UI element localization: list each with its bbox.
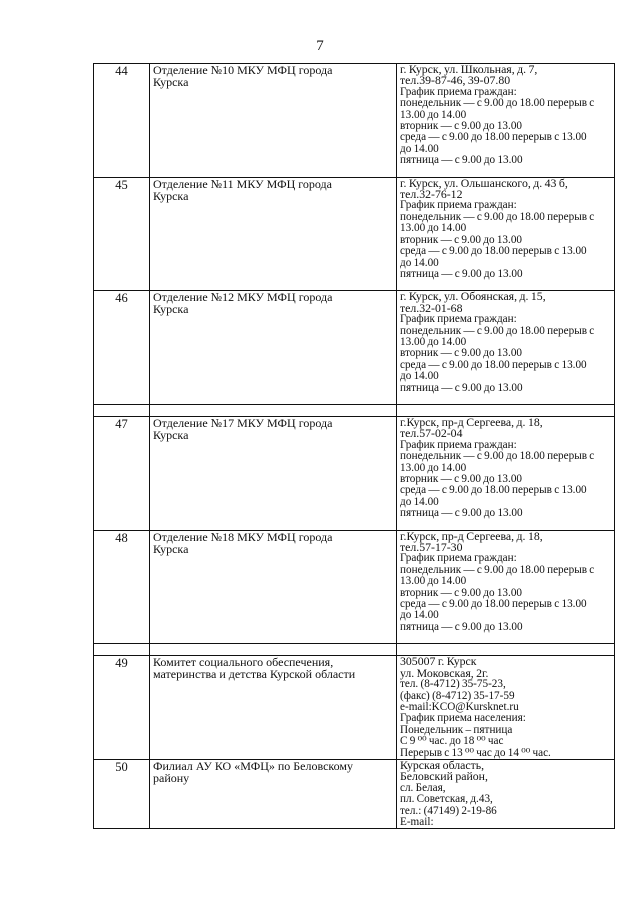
contact-info xyxy=(397,416,615,530)
contact-info-line: г. Курск, ул. Школьная, д. 7, xyxy=(400,62,538,76)
organization-name xyxy=(150,759,397,828)
organization-name-line: Отделение №10 МКУ МФЦ города xyxy=(153,63,333,77)
offices-table xyxy=(93,63,615,829)
contact-info-line: График приема граждан: xyxy=(400,438,517,451)
organization-name-line: Курска xyxy=(153,302,189,317)
contact-info-line: пятница — с 9.00 до 13.00 xyxy=(400,381,523,394)
contact-info xyxy=(397,530,615,644)
spacer-cell xyxy=(150,404,397,416)
contact-info-line: пятница — с 9.00 до 13.00 xyxy=(400,154,523,167)
organization-name-line: Отделение №17 МКУ МФЦ города xyxy=(153,415,333,430)
contact-info-line: среда — с 9.00 до 18.00 перерыв с 13.00 xyxy=(400,245,587,258)
organization-name-line: Курска xyxy=(153,541,189,556)
organization-name-line: Курска xyxy=(153,427,189,442)
organization-name-line: району xyxy=(153,770,190,785)
spacer-row xyxy=(94,644,615,656)
organization-name xyxy=(150,291,397,405)
contact-info-line: вторник — с 9.00 до 13.00 xyxy=(400,586,523,599)
contact-info-line: пятница — с 9.00 до 13.00 xyxy=(400,620,523,633)
organization-name-line: Отделение №18 МКУ МФЦ города xyxy=(153,529,333,544)
contact-info-line: 305007 г. Курск xyxy=(400,654,477,669)
contact-info-line: сл. Белая, xyxy=(400,781,446,794)
organization-name xyxy=(150,177,397,291)
contact-info-line: 13.00 до 14.00 xyxy=(400,461,467,474)
contact-info-line: тел.32-01-68 xyxy=(400,300,463,315)
contact-info-line: понедельник — с 9.00 до 18.00 перерыв с xyxy=(400,450,595,463)
contact-info-line: (факс) (8-4712) 35-17-59 xyxy=(400,689,515,702)
contact-info-line: ул. Моковская, 2г. xyxy=(400,665,489,680)
contact-info-line: г. Курск, ул. Ольшанского, д. 43 б, xyxy=(400,175,568,190)
contact-info-line: Понедельник – пятница xyxy=(400,723,513,736)
organization-name-line: Отделение №11 МКУ МФЦ города xyxy=(153,176,332,191)
contact-info-line: 13.00 до 14.00 xyxy=(400,222,467,235)
contact-info-line: Беловский район, xyxy=(400,769,488,784)
contact-info-line: График приема граждан: xyxy=(400,199,517,212)
page-number: 7 xyxy=(316,38,324,54)
contact-info-line: вторник — с 9.00 до 13.00 xyxy=(400,120,523,133)
spacer-cell xyxy=(150,644,397,656)
organization-name-line: Отделение №12 МКУ МФЦ города xyxy=(153,290,333,305)
organization-name-line: Курска xyxy=(153,75,189,89)
row-number: 45 xyxy=(94,177,150,291)
table-body xyxy=(94,64,615,829)
contact-info-line: тел.57-17-30 xyxy=(400,540,463,555)
contact-info-line: до 14.00 xyxy=(400,609,439,622)
row-number: 48 xyxy=(94,530,150,644)
contact-info xyxy=(397,64,615,178)
row-number: 49 xyxy=(94,656,150,760)
contact-info-line: тел.39-87-46, 39-07.80 xyxy=(400,73,511,88)
organization-name xyxy=(150,416,397,530)
organization-name xyxy=(150,656,397,760)
contact-info-line: Курская область, xyxy=(400,757,485,772)
organization-name xyxy=(150,530,397,644)
table-row xyxy=(94,416,615,530)
contact-info-line: e-mail:KCO@Kursknet.ru xyxy=(400,700,519,713)
contact-info xyxy=(397,656,615,760)
contact-info xyxy=(397,759,615,828)
table-row xyxy=(94,64,615,178)
contact-info-line: График приема населения: xyxy=(400,712,526,725)
contact-info-line: понедельник — с 9.00 до 18.00 перерыв с xyxy=(400,324,595,337)
table-row xyxy=(94,759,615,828)
contact-info-line: понедельник — с 9.00 до 18.00 перерыв с xyxy=(400,210,595,223)
row-number: 46 xyxy=(94,291,150,405)
contact-info-line: График приема граждан: xyxy=(400,313,517,326)
contact-info-line: С 9 ⁰⁰ час. до 18 ⁰⁰ час xyxy=(400,735,504,748)
contact-info-line: тел. (8-4712) 35-75-23, xyxy=(400,678,506,691)
contact-info xyxy=(397,177,615,291)
contact-info-line: E-mail: xyxy=(400,815,434,828)
contact-info-line: среда — с 9.00 до 18.00 перерыв с 13.00 xyxy=(400,598,587,611)
contact-info-line: до 14.00 xyxy=(400,256,439,269)
organization-name xyxy=(150,64,397,178)
contact-info-line: пл. Советская, д.43, xyxy=(400,793,493,806)
contact-info-line: до 14.00 xyxy=(400,495,439,508)
organization-name-line: Комитет социального обеспечения, xyxy=(153,655,334,670)
contact-info-line: вторник — с 9.00 до 13.00 xyxy=(400,347,523,360)
row-number: 44 xyxy=(94,64,150,178)
contact-info-line: г.Курск, пр-д Сергеева, д. 18, xyxy=(400,528,543,543)
contact-info-line: 13.00 до 14.00 xyxy=(400,108,467,121)
contact-info-line: 13.00 до 14.00 xyxy=(400,575,467,588)
contact-info-line: понедельник — с 9.00 до 18.00 перерыв с xyxy=(400,563,595,576)
contact-info-line: Перерыв с 13 ⁰⁰ час до 14 ⁰⁰ час. xyxy=(400,746,551,759)
contact-info-line: График приема граждан: xyxy=(400,85,517,98)
contact-info-line: среда — с 9.00 до 18.00 перерыв с 13.00 xyxy=(400,131,587,144)
contact-info xyxy=(397,291,615,405)
contact-info-line: до 14.00 xyxy=(400,142,439,155)
row-number: 50 xyxy=(94,759,150,828)
organization-name-line: Курска xyxy=(153,188,189,203)
table-row xyxy=(94,530,615,644)
contact-info-line: до 14.00 xyxy=(400,370,439,383)
contact-info-line: г. Курск, ул. Обоянская, д. 15, xyxy=(400,289,546,304)
spacer-cell xyxy=(94,404,150,416)
contact-info-line: понедельник — с 9.00 до 18.00 перерыв с xyxy=(400,97,595,110)
contact-info-line: График приема граждан: xyxy=(400,552,517,565)
contact-info-line: среда — с 9.00 до 18.00 перерыв с 13.00 xyxy=(400,358,587,371)
contact-info-line: г.Курск, пр-д Сергеева, д. 18, xyxy=(400,414,543,429)
contact-info-line: тел.: (47149) 2-19-86 xyxy=(400,804,497,817)
contact-info-line: тел.32-76-12 xyxy=(400,187,463,202)
contact-info-line: среда — с 9.00 до 18.00 перерыв с 13.00 xyxy=(400,484,587,497)
contact-info-line: пятница — с 9.00 до 13.00 xyxy=(400,507,523,520)
contact-info-line: пятница — с 9.00 до 13.00 xyxy=(400,267,523,280)
contact-info-line: 13.00 до 14.00 xyxy=(400,335,467,348)
organization-name-line: материнства и детства Курской области xyxy=(153,667,356,682)
organization-name-line: Филиал АУ КО «МФЦ» по Беловскому xyxy=(153,758,354,773)
contact-info-line: вторник — с 9.00 до 13.00 xyxy=(400,473,523,485)
spacer-cell xyxy=(94,644,150,656)
row-number: 47 xyxy=(94,416,150,530)
table-row xyxy=(94,177,615,291)
contact-info-line: вторник — с 9.00 до 13.00 xyxy=(400,233,523,246)
table-row xyxy=(94,656,615,760)
contact-info-line: тел.57-02-04 xyxy=(400,426,463,441)
table-row xyxy=(94,291,615,405)
